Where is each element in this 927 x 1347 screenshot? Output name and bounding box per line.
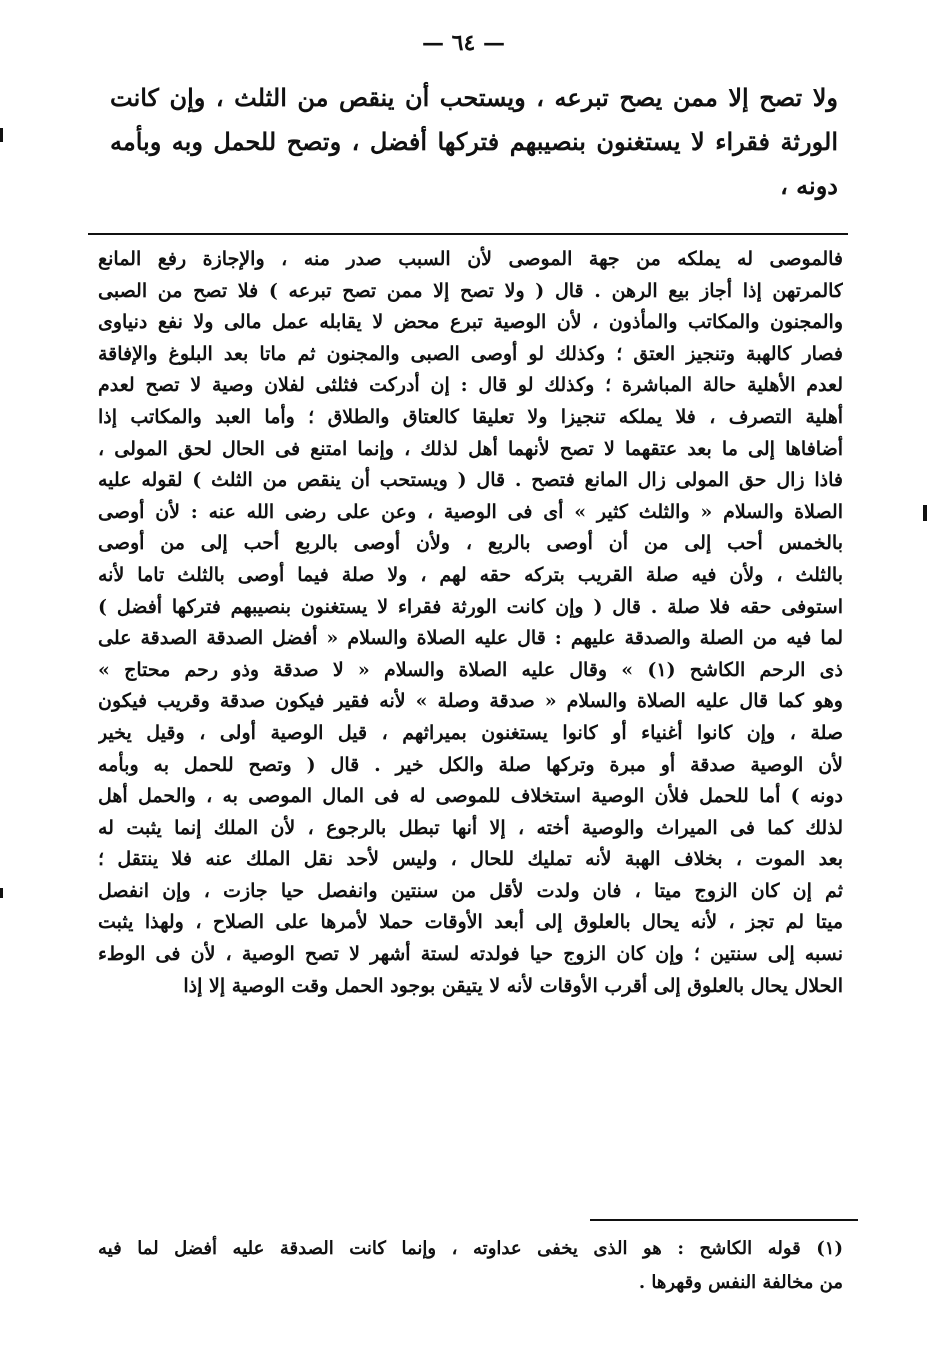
sharh-line: بالخمس أحب إلى من أن أوصى بالربع ، ولأن أوصى بالربع أحب إلى من أوصى (98, 532, 843, 555)
footnote-divider (590, 1219, 858, 1221)
sharh-line: دونه ) أما للحمل فلأن الوصية استخلاف للموصى له فى المال الموصى به ، والحمل أهل (98, 785, 843, 808)
margin-tick-right (923, 505, 927, 521)
matn-divider (88, 233, 848, 235)
sharh-line: أهلية التصرف ، فلا يملكه تنجيزا ولا تعليقا كالعتاق والطلاق ؛ وأما العبد والمكاتب إذا (98, 405, 843, 428)
sharh-line: ثم إن كان الزوج ميتا ، فان ولدت لأقل من سنتين وانفصل حيا جازت ، وإن انفصل (98, 879, 843, 902)
margin-tick-left-bottom (0, 888, 3, 898)
page-number: — ٦٤ — (422, 30, 505, 56)
sharh-line: وهو كما قال عليه الصلاة والسلام « صدقة وصلة » لأنه فقير فيكون صدقة وقريب فيكون (98, 690, 843, 713)
sharh-line: استوفى حقه فلا صلة . قال ( وإن كانت الورثة فقراء لا يستغنون بنصيبهم فتركها أفضل ) (98, 595, 843, 618)
footnote-line: (١) قوله الكاشح : هو الذى يخفى عداوته ، وإنما كانت الصدقة عليه أفضل لما فيه (98, 1238, 843, 1259)
sharh-line: نسبه إلى سنتين ؛ وإن كان الزوج حيا فولدته لستة أشهر لا تصح الوصية ، لأن فى الوطء (98, 943, 843, 966)
sharh-line: فصار كالهبة وتنجيز العتق ؛ وكذلك لو أوصى الصبى والمجنون ثم ماتا بعد البلوغ والإفاقة (98, 342, 843, 365)
footnote (98, 1232, 843, 1300)
sharh-line: كالمرتهن إذا أجاز بيع الرهن . قال ( ولا تصح إلا ممن تصح تبرعه ) فلا تصح من الصبى (98, 279, 843, 302)
sharh-line: لعدم الأهلية حالة المباشرة ؛ وكذلك لو قال : إن أدركت فثلثى لفلان وصية لا تصح لعدم (98, 374, 843, 397)
sharh-line: بعد الموت ، بخلاف الهبة لأنه تمليك للحال ، وليس لأحد نقل الملك عنه فلا ينتقل ؛ (98, 848, 843, 871)
sharh-line: الحلال يحال بالعلوق إلى أقرب الأوقات لأنه لا يتيقن بوجود الحمل وقت الوصية إلا إذا (183, 974, 843, 997)
sharh-commentary (98, 244, 843, 1002)
sharh-line: ذى الرحم الكاشح (١) » وقال عليه الصلاة والسلام « لا صدقة وذو رحم محتاج » (98, 658, 843, 681)
sharh-line: لما فيه من الصلة والصدقة عليهم : قال عليه الصلاة والسلام « أفضل الصدقة الصدقة على (98, 627, 843, 650)
sharh-line: فالموصى له يملكه من جهة الموصى لأن السبب صدر منه ، والإجازة رفع المانع (98, 248, 843, 270)
sharh-line: لذلك كما فى الميراث والوصية أخته ، إلا أنها تبطل بالرجوع ، لأن الملك إنما يثبت له (98, 816, 843, 839)
sharh-line: ميتا لم تجز ، لأنه يحال بالعلوق إلى أبعد الأوقات حملا لأمرها على الصلاح ، ولهذا يثبت (98, 911, 843, 934)
sharh-line: لأن الوصية صدقة أو مبرة وتركها صلة والكل خير . قال ( وتصح للحمل به وبأمه (98, 753, 843, 776)
sharh-line: والمجنون والمكاتب والمأذون ، لأن الوصية تبرع محض لا يقابله عمل مالى ولا نفع دنياوى (98, 311, 843, 334)
margin-tick-left-top (0, 128, 3, 142)
matn-text: ولا تصح إلا ممن يصح تبرعه ، ويستحب أن ينقص من الثلث ، وإن كانت الورثة فقراء لا يستغنون بنصيبهم فتركها أفضل ، وتصح للحمل وبه وبأمه دونه ، (110, 83, 838, 200)
sharh-line: صلة ، وإن كانوا أغنياء أو كانوا يستغنون بميراثهم ، قيل الوصية أولى ، وقيل يخير (98, 721, 843, 744)
sharh-line: أضافاها إلى ما بعد عتقهما لا تصح لأنهما أهل لذلك ، وإنما امتنع فى الحال لحق المولى ، (98, 437, 843, 460)
sharh-line: بالثلث ، ولأن فيه صلة القريب بتركه حقه لهم ، ولا صلة فيما أوصى بالثلث تاما لأنه (98, 563, 843, 586)
sharh-line: فاذا زال حق المولى زال المانع فتصح . قال ( ويستحب أن ينقص من الثلث ) لقوله عليه (98, 469, 843, 492)
footnote-line: من مخالفة النفس وقهرها . (638, 1272, 843, 1293)
sharh-line: الصلاة والسلام « والثلث كثير » أى فى الوصية ، وعن على رضى الله عنه : لأن أوصى (98, 500, 843, 523)
